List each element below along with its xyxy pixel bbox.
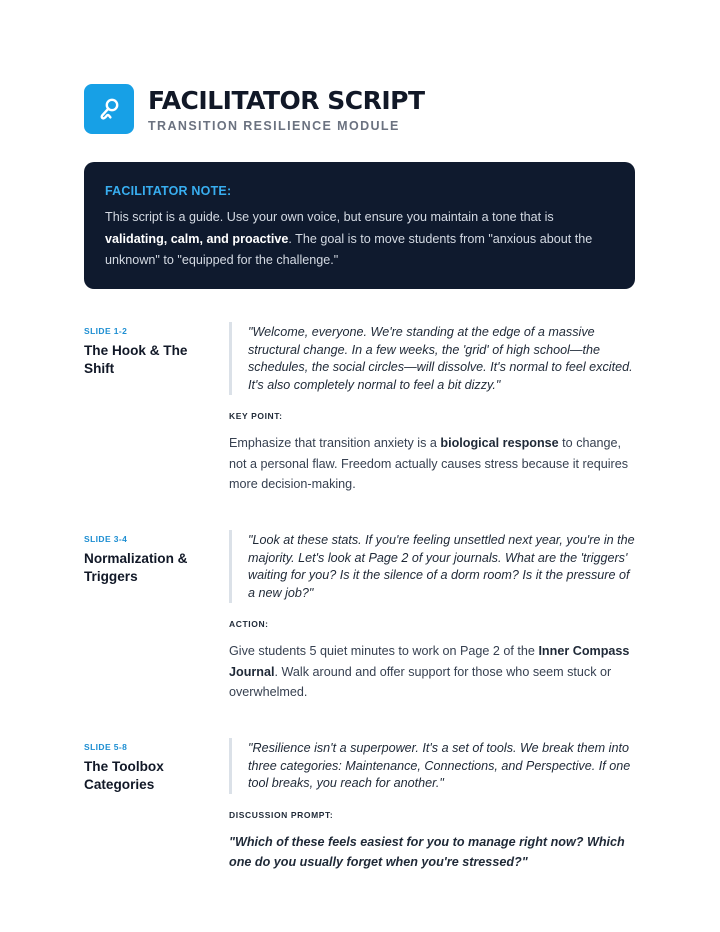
facilitator-note-card — [84, 162, 635, 289]
section-title: The Hook & The Shift — [84, 343, 188, 376]
slide-label: SLIDE 3-4 — [84, 534, 128, 544]
discussion-prompt: "Which of these feels easiest for you to manage right now? Which one do you usually forget when you're stressed?" — [229, 834, 625, 870]
section-title: The Toolbox Categories — [84, 759, 164, 792]
key-point-body — [229, 433, 636, 495]
note-text-emphasis: validating, calm, and proactive — [105, 231, 289, 246]
body-text: Emphasize that transition anxiety is a — [229, 436, 441, 451]
discussion-prompt-label: DISCUSSION PROMPT: — [229, 809, 334, 820]
script-quote: "Look at these stats. If you're feeling unsettled next year, you're in the majority. Let's look at Page 2 of your journals. What are the 'triggers' waiting for you? Is it the silence of a dorm room? Is it the pressure of a new job?" — [229, 530, 636, 603]
body-text: Give students 5 quiet minutes to work on Page 2 of the — [229, 644, 539, 659]
body-text-emphasis: biological response — [440, 436, 559, 451]
key-point-label: KEY POINT: — [229, 411, 283, 422]
script-quote: "Welcome, everyone. We're standing at the edge of a massive structural change. In a few weeks, the 'grid' of high school—the schedules, the social circles—will dissolve. It's normal to feel excited. It's also completely normal to feel a bit dizzy." — [229, 322, 636, 395]
note-body — [105, 207, 613, 272]
microphone-icon — [84, 84, 134, 134]
slide-label: SLIDE 1-2 — [84, 326, 128, 336]
script-quote: "Resilience isn't a superpower. It's a set of tools. We break them into three categories: Maintenance, Connections, and Perspective. If one tool breaks, you reach for another." — [229, 738, 636, 794]
body-text-emphasis: Inner Compass Journal — [229, 644, 630, 679]
note-text: This script is a guide. Use your own voice, but ensure you maintain a tone that is — [105, 210, 554, 224]
slide-label: SLIDE 5-8 — [84, 742, 128, 752]
section-content — [229, 322, 636, 495]
action-label: ACTION: — [229, 619, 269, 630]
page-subtitle: TRANSITION RESILIENCE MODULE — [148, 118, 400, 133]
action-body — [229, 641, 636, 703]
section-content — [229, 738, 636, 873]
section-title: Normalization & Triggers — [84, 551, 188, 584]
page-header — [84, 84, 425, 134]
body-text: to change, not a personal flaw. Freedom actually causes stress because it requires more decision-making. — [229, 436, 629, 492]
note-text: . The goal is to move students from "anxious about the unknown" to "equipped for the challenge." — [105, 231, 593, 267]
body-text: . Walk around and offer support for those who seem stuck or overwhelmed. — [229, 664, 612, 700]
note-label: FACILITATOR NOTE: — [105, 184, 232, 198]
section-content — [229, 530, 636, 703]
page-title: FACILITATOR SCRIPT — [148, 85, 425, 115]
